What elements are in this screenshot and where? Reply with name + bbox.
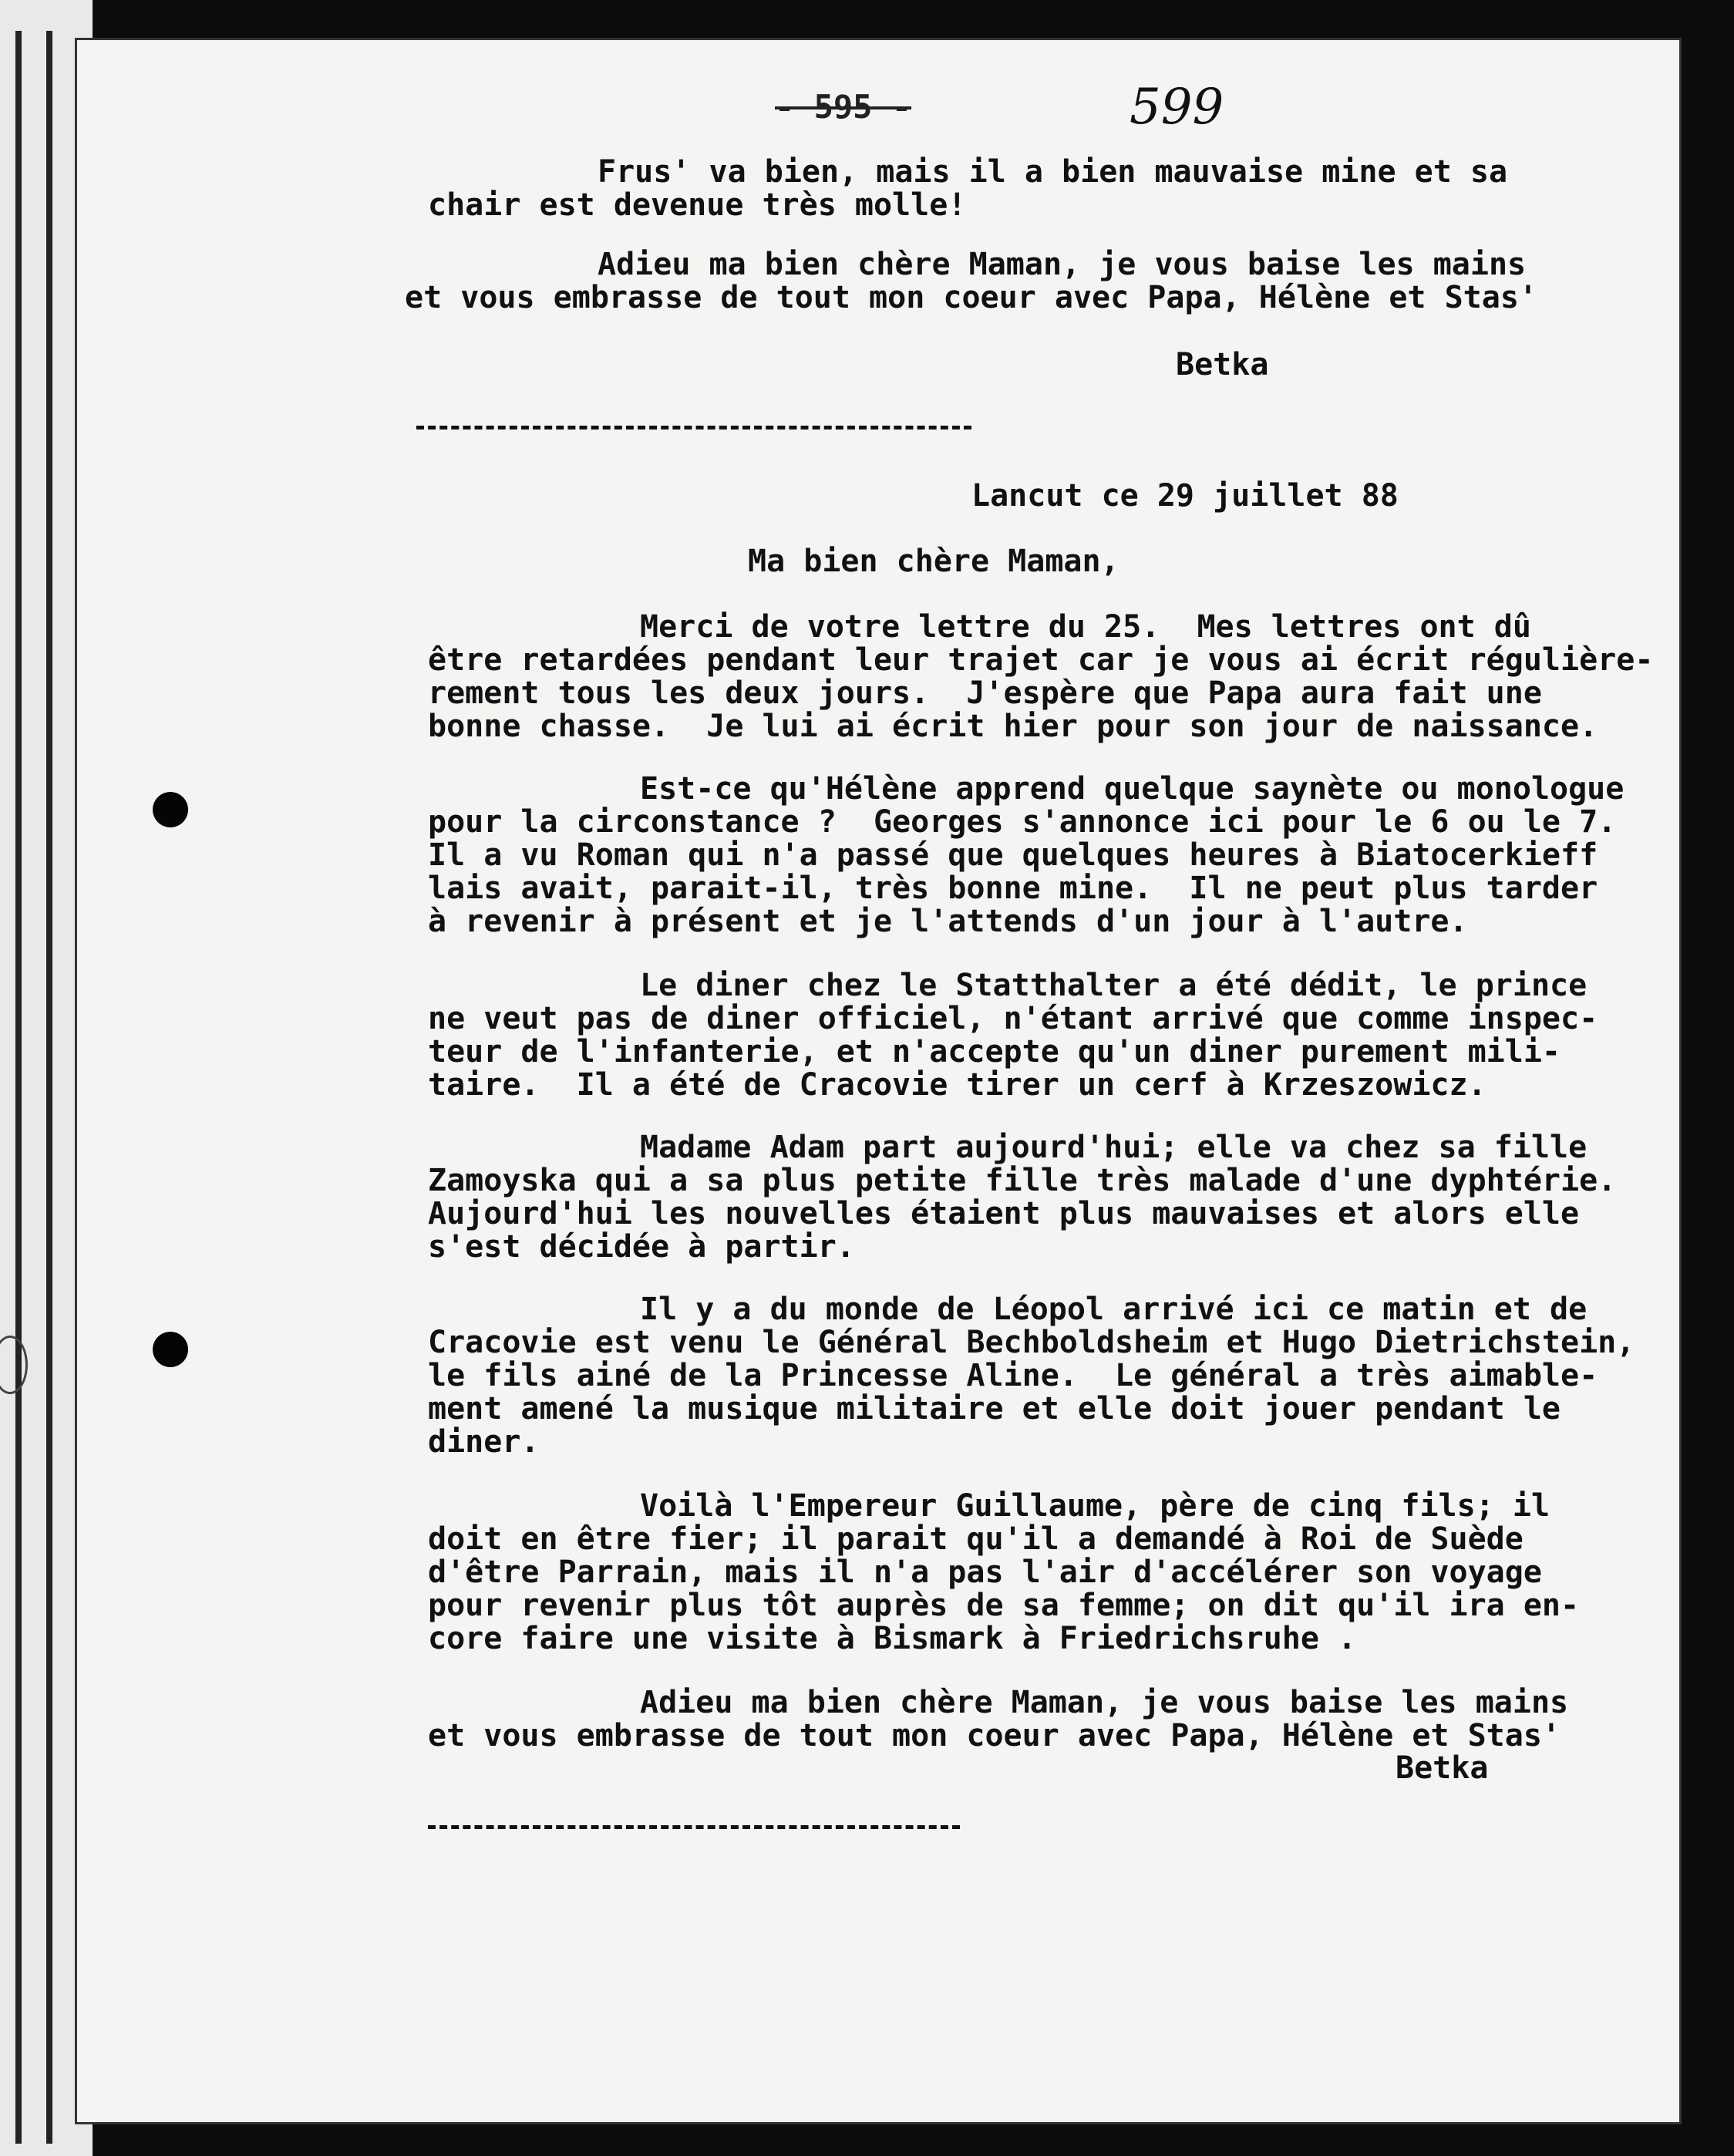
- text-line: taire. Il a été de Cracovie tirer un cerf à Krzeszowicz.: [428, 1067, 1487, 1103]
- text-line: core faire une visite à Bismark à Friedrichsruhe .: [428, 1621, 1357, 1656]
- text-line: Il y a du monde de Léopol arrivé ici ce matin et de: [640, 1292, 1588, 1327]
- document-page: [77, 40, 1679, 2122]
- letter-2: [77, 40, 1679, 1786]
- typed-page-number: - 595 -: [775, 88, 912, 126]
- dateline: Lancut ce 29 juillet 88: [971, 478, 1399, 514]
- text-line: Voilà l'Empereur Guillaume, père de cinq fils; il: [640, 1488, 1550, 1524]
- text-line: Frus' va bien, mais il a bien mauvaise mine et sa: [598, 154, 1508, 190]
- text-line: le fils ainé de la Princesse Aline. Le général a très aimable-: [428, 1358, 1598, 1393]
- text-line: doit en être fier; il parait qu'il a demandé à Roi de Suède: [428, 1521, 1524, 1557]
- text-line: être retardées pendant leur trajet car je vous ai écrit régulière-: [428, 642, 1654, 678]
- sheet-edge: [15, 31, 22, 2144]
- text-line: bonne chasse. Je lui ai écrit hier pour son jour de naissance.: [428, 709, 1598, 744]
- text-line: Cracovie est venu le Général Bechboldsheim et Hugo Dietrichstein,: [428, 1325, 1635, 1360]
- text-line: et vous embrasse de tout mon coeur avec Papa, Hélène et Stas': [428, 1718, 1561, 1753]
- text-line: ment amené la musique militaire et elle doit jouer pendant le: [428, 1391, 1561, 1427]
- text-line: Madame Adam part aujourd'hui; elle va chez sa fille: [640, 1130, 1588, 1165]
- text-line: rement tous les deux jours. J'espère que Papa aura fait une: [428, 675, 1542, 711]
- text-line: teur de l'infanterie, et n'accepte qu'un diner purement mili-: [428, 1034, 1561, 1070]
- text-line: ne veut pas de diner officiel, n'étant arrivé que comme inspec-: [428, 1001, 1598, 1036]
- separator-rule: [428, 1825, 960, 1829]
- text-line: lais avait, parait-il, très bonne mine. Il ne peut plus tarder: [428, 871, 1598, 906]
- text-line: d'être Parrain, mais il n'a pas l'air d'accélérer son voyage: [428, 1555, 1542, 1590]
- salutation: Ma bien chère Maman,: [748, 544, 1120, 579]
- text-line: Est-ce qu'Hélène apprend quelque saynète ou monologue: [640, 771, 1625, 807]
- signature: Betka: [1396, 1750, 1489, 1786]
- text-line: Aujourd'hui les nouvelles étaient plus mauvaises et alors elle: [428, 1196, 1580, 1231]
- text-line: s'est décidée à partir.: [428, 1229, 855, 1265]
- text-line: Le diner chez le Statthalter a été dédit, le prince: [640, 968, 1588, 1003]
- text-line: à revenir à présent et je l'attends d'un jour à l'autre.: [428, 904, 1468, 939]
- sheet-edge: [46, 31, 52, 2144]
- text-line: Merci de votre lettre du 25. Mes lettres ont dû: [640, 609, 1531, 645]
- text-line: chair est devenue très molle!: [428, 187, 967, 223]
- text-line: pour la circonstance ? Georges s'annonce ici pour le 6 ou le 7.: [428, 804, 1617, 840]
- text-line: Adieu ma bien chère Maman, je vous baise les mains: [640, 1685, 1569, 1720]
- text-line: pour revenir plus tôt auprès de sa femme; on dit qu'il ira en-: [428, 1588, 1580, 1623]
- text-line: et vous embrasse de tout mon coeur avec Papa, Hélène et Stas': [405, 280, 1538, 315]
- text-line: Zamoyska qui a sa plus petite fille très malade d'une dyphtérie.: [428, 1163, 1617, 1198]
- handwritten-page-number: 599: [1130, 79, 1224, 136]
- text-line: diner.: [428, 1424, 540, 1460]
- text-line: Adieu ma bien chère Maman, je vous baise les mains: [598, 247, 1527, 282]
- signature: Betka: [1176, 347, 1269, 382]
- text-line: Il a vu Roman qui n'a passé que quelques heures à Biatocerkieff: [428, 837, 1598, 873]
